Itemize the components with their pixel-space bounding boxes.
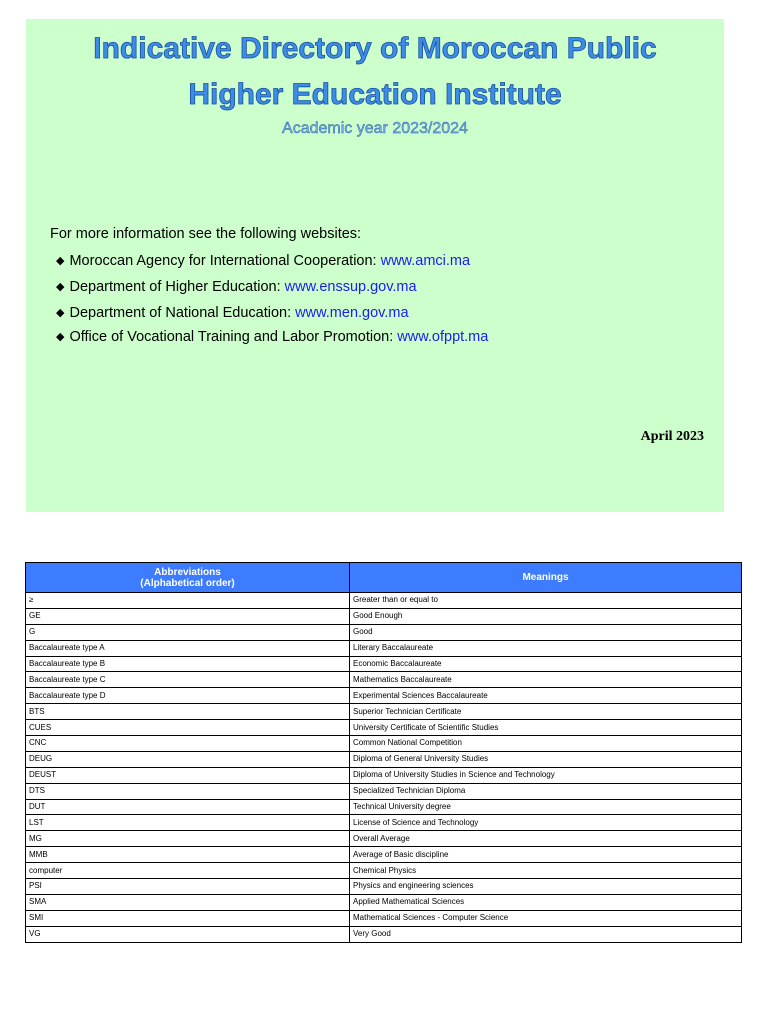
table-row	[26, 847, 742, 863]
alphabetical-order-label: (Alphabetical order)	[140, 577, 235, 589]
meaning-cell: Mathematical Sciences - Computer Science	[350, 910, 742, 926]
meaning-cell: Chemical Physics	[350, 863, 742, 879]
website-item	[56, 249, 488, 273]
abbreviation-cell: Baccalaureate type D	[26, 688, 350, 704]
table-row	[26, 736, 742, 752]
meaning-cell: Diploma of General University Studies	[350, 751, 742, 767]
website-label: Department of Higher Education:	[69, 279, 285, 295]
abbreviation-cell: PSI	[26, 879, 350, 895]
meaning-cell: Economic Baccalaureate	[350, 656, 742, 672]
academic-year-subtitle: Academic year 2023/2024	[282, 120, 468, 137]
table-row	[26, 783, 742, 799]
title-line-2: Higher Education Institute	[188, 78, 562, 111]
diamond-bullet-icon: ◆	[56, 331, 65, 343]
website-label: Department of National Education:	[69, 305, 296, 321]
meaning-cell: Overall Average	[350, 831, 742, 847]
abbreviations-header-label: Abbreviations	[154, 566, 221, 578]
meaning-cell: Mathematics Baccalaureate	[350, 672, 742, 688]
abbreviation-cell: SMA	[26, 894, 350, 910]
meaning-cell: Specialized Technician Diploma	[350, 783, 742, 799]
website-item	[56, 275, 488, 299]
meaning-cell: Good	[350, 624, 742, 640]
abbreviations-column-header	[26, 563, 350, 593]
website-link[interactable]: www.enssup.gov.ma	[284, 279, 417, 295]
abbreviation-cell: SMI	[26, 910, 350, 926]
meaning-cell: Literary Baccalaureate	[350, 640, 742, 656]
meaning-cell: Diploma of University Studies in Science and Technology	[350, 767, 742, 783]
table-row	[26, 656, 742, 672]
abbreviation-cell: GE	[26, 608, 350, 624]
meaning-cell: Superior Technician Certificate	[350, 704, 742, 720]
table-row	[26, 863, 742, 879]
table-row	[26, 910, 742, 926]
meaning-cell: Very Good	[350, 926, 742, 942]
meaning-cell: Technical University degree	[350, 799, 742, 815]
website-item	[56, 301, 488, 325]
website-item	[56, 325, 488, 349]
info-intro-text: For more information see the following websites:	[50, 226, 362, 242]
diamond-bullet-icon: ◆	[56, 255, 65, 267]
abbreviation-cell: DEUG	[26, 751, 350, 767]
abbreviation-cell: computer	[26, 863, 350, 879]
meaning-cell: Physics and engineering sciences	[350, 879, 742, 895]
abbreviation-cell: DUT	[26, 799, 350, 815]
diamond-bullet-icon: ◆	[56, 307, 65, 319]
abbreviation-cell: Baccalaureate type A	[26, 640, 350, 656]
diamond-bullet-icon: ◆	[56, 281, 65, 293]
table-row	[26, 831, 742, 847]
table-row	[26, 624, 742, 640]
abbreviation-cell: CUES	[26, 720, 350, 736]
abbreviation-cell: CNC	[26, 736, 350, 752]
table-header-row	[26, 563, 742, 593]
table-row	[26, 815, 742, 831]
meaning-cell: Greater than or equal to	[350, 593, 742, 609]
meaning-cell: Good Enough	[350, 608, 742, 624]
abbreviation-cell: MG	[26, 831, 350, 847]
abbreviation-cell: DTS	[26, 783, 350, 799]
meaning-cell: University Certificate of Scientific Studies	[350, 720, 742, 736]
abbreviation-cell: ≥	[26, 593, 350, 609]
table-row	[26, 704, 742, 720]
abbreviation-cell: Baccalaureate type C	[26, 672, 350, 688]
table-row	[26, 720, 742, 736]
website-label: Moroccan Agency for International Cooperation:	[69, 253, 381, 269]
meaning-cell: Applied Mathematical Sciences	[350, 894, 742, 910]
abbreviation-cell: BTS	[26, 704, 350, 720]
abbreviation-cell: MMB	[26, 847, 350, 863]
website-list	[56, 249, 488, 349]
table-row	[26, 593, 742, 609]
abbreviation-cell: DEUST	[26, 767, 350, 783]
table-row	[26, 608, 742, 624]
table-row	[26, 894, 742, 910]
website-label: Office of Vocational Training and Labor Promotion:	[69, 329, 398, 345]
website-link[interactable]: www.amci.ma	[380, 253, 471, 269]
meaning-cell: Experimental Sciences Baccalaureate	[350, 688, 742, 704]
table-row	[26, 767, 742, 783]
table-body	[26, 593, 742, 943]
meaning-cell: Common National Competition	[350, 736, 742, 752]
abbreviation-cell: VG	[26, 926, 350, 942]
meaning-cell: Average of Basic discipline	[350, 847, 742, 863]
cover-panel	[26, 19, 724, 512]
meanings-column-header: Meanings	[350, 563, 742, 593]
table-row	[26, 688, 742, 704]
table-row	[26, 879, 742, 895]
website-link[interactable]: www.ofppt.ma	[397, 329, 489, 345]
table-row	[26, 926, 742, 942]
abbreviation-cell: LST	[26, 815, 350, 831]
publication-date: April 2023	[640, 429, 704, 444]
abbreviations-table	[25, 562, 742, 943]
website-link[interactable]: www.men.gov.ma	[295, 305, 409, 321]
table-row	[26, 672, 742, 688]
meaning-cell: License of Science and Technology	[350, 815, 742, 831]
table-row	[26, 640, 742, 656]
table-row	[26, 799, 742, 815]
abbreviation-cell: Baccalaureate type B	[26, 656, 350, 672]
abbreviation-cell: G	[26, 624, 350, 640]
table-row	[26, 751, 742, 767]
title-line-1: Indicative Directory of Moroccan Public	[93, 32, 657, 65]
